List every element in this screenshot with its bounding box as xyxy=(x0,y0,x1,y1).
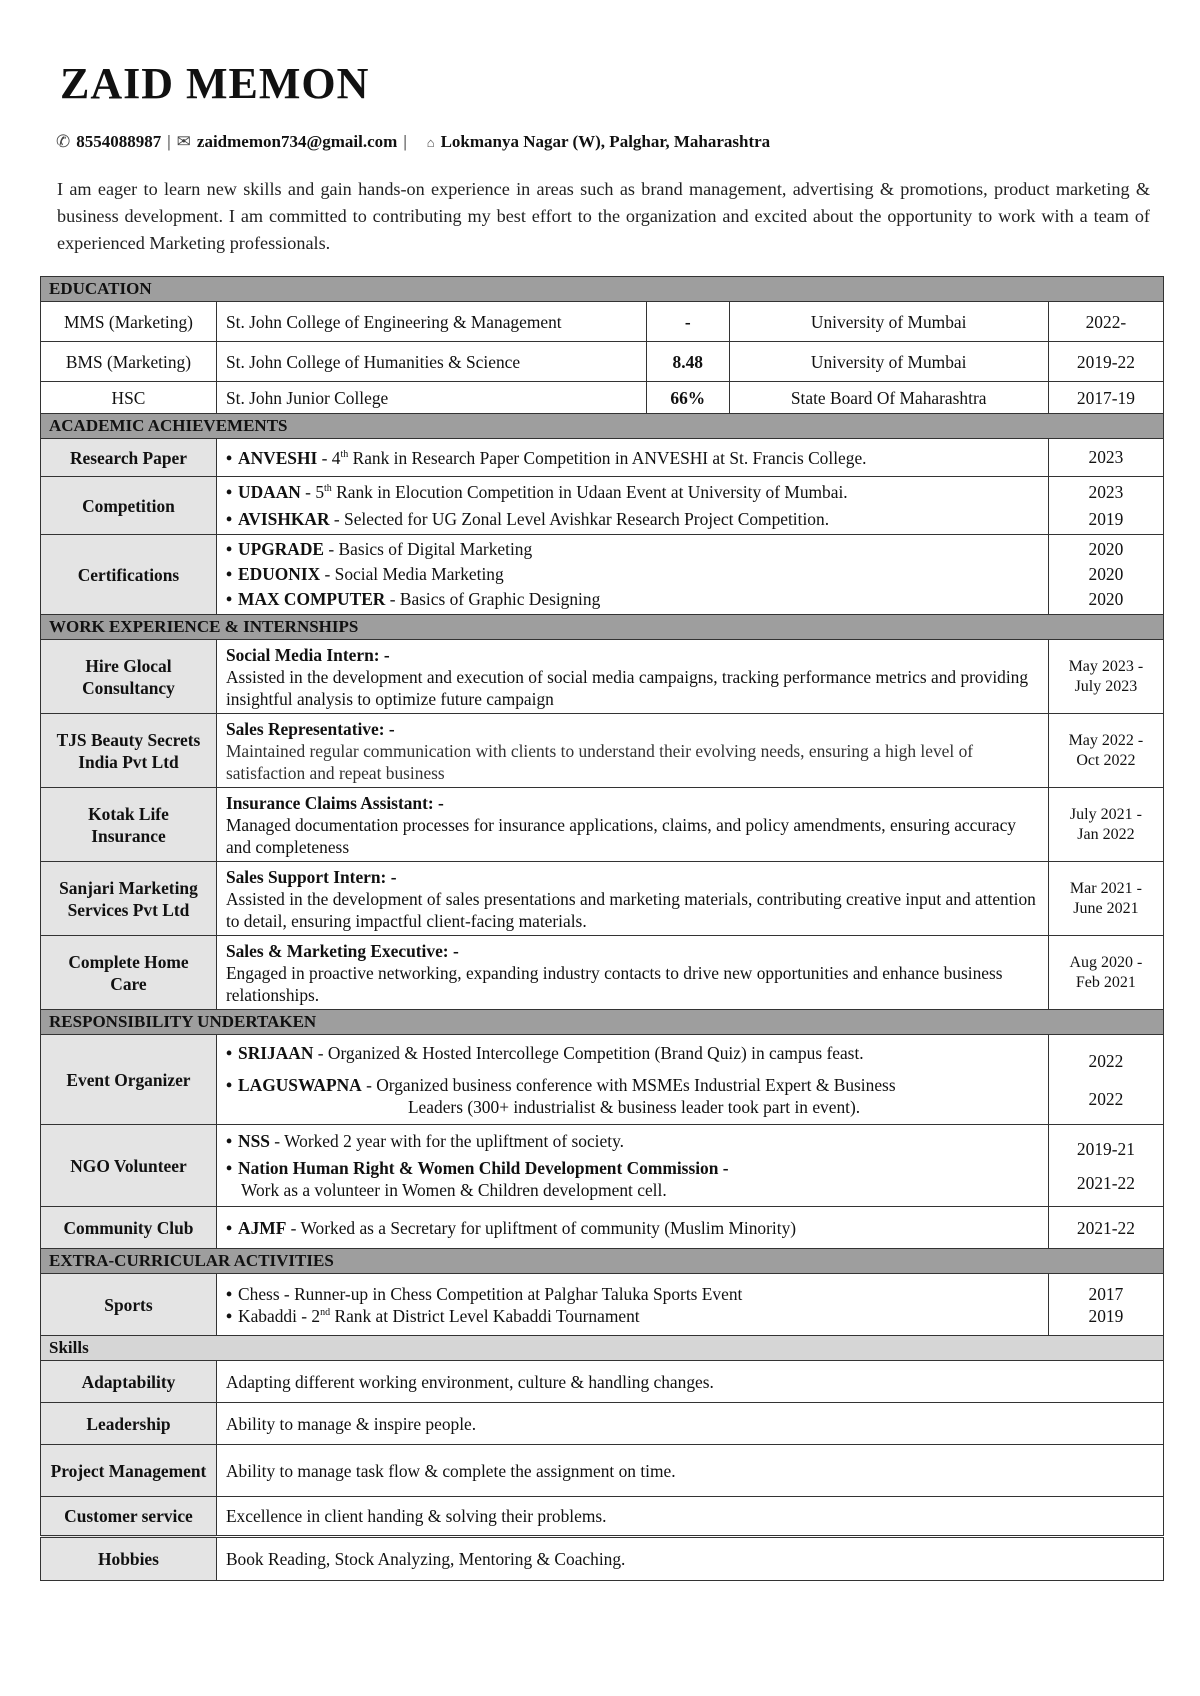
skill-label: Leadership xyxy=(41,1403,217,1445)
year: 2021-22 xyxy=(1048,1207,1163,1249)
degree: BMS (Marketing) xyxy=(41,342,217,382)
education-row xyxy=(41,302,1164,342)
year: 2021-22 xyxy=(1076,1172,1135,1193)
responsibility-cell xyxy=(216,1035,1048,1125)
date-to: Jan 2022 xyxy=(1077,825,1135,843)
date-from: May 2022 - xyxy=(1068,731,1144,749)
work-row xyxy=(41,714,1164,788)
year: 2022 xyxy=(1088,1050,1124,1071)
row-label: Event Organizer xyxy=(41,1035,217,1125)
skill-label: Customer service xyxy=(41,1497,217,1537)
row-label: Community Club xyxy=(41,1207,217,1249)
location: Lokmanya Nagar (W), Palghar, Maharashtra xyxy=(440,132,771,151)
career-summary: I am eager to learn new skills and gain hands-on experience in areas such as brand management, advertising & promotions, product marketing & business development. I am committed to contributing my best effort to the organization and excited about the opportunity to work with a team of experienced Marketing professionals. xyxy=(57,179,1150,253)
list-item: • Chess - Runner-up in Chess Competition at Palghar Taluka Sports Event xyxy=(226,1283,1039,1305)
date-cell xyxy=(1048,714,1163,788)
work-row xyxy=(41,936,1164,1010)
row-label: NGO Volunteer xyxy=(41,1125,217,1207)
institute: St. John Junior College xyxy=(216,382,646,414)
degree: HSC xyxy=(41,382,217,414)
board: State Board Of Maharashtra xyxy=(729,382,1048,414)
year: 2020 xyxy=(1088,539,1124,559)
year: 2019 xyxy=(1088,1305,1124,1326)
responsibility-row xyxy=(41,1125,1164,1207)
date-from: Mar 2021 - xyxy=(1069,879,1142,897)
skill-row xyxy=(41,1361,1164,1403)
date-to: Oct 2022 xyxy=(1076,751,1136,769)
board: University of Mumbai xyxy=(729,342,1048,382)
date-cell xyxy=(1048,936,1163,1010)
responsibility-row xyxy=(41,1035,1164,1125)
education-row xyxy=(41,342,1164,382)
list-item: • EDUONIX - Social Media Marketing xyxy=(226,562,1039,587)
date-to: Feb 2021 xyxy=(1075,973,1136,991)
year: 2017-19 xyxy=(1048,382,1163,414)
list-item: • LAGUSWAPNA - Organized business conference with MSMEs Industrial Expert & Business xyxy=(226,1074,1039,1096)
work-cell xyxy=(216,714,1048,788)
list-item: • Nation Human Right & Women Child Development Commission - xyxy=(226,1157,1039,1179)
resume-table xyxy=(40,276,1164,1581)
board: University of Mumbai xyxy=(729,302,1048,342)
list-item: • MAX COMPUTER - Basics of Graphic Designing xyxy=(226,587,1039,612)
work-row xyxy=(41,640,1164,714)
row-label: Certifications xyxy=(41,535,217,615)
score: 66% xyxy=(647,382,730,414)
phone-number: 8554088987 xyxy=(76,132,162,151)
achievement-row xyxy=(41,535,1164,615)
job-role: Sales Support Intern: - xyxy=(225,866,397,887)
section-heading-academic: ACADEMIC ACHIEVEMENTS xyxy=(41,414,1164,439)
work-cell xyxy=(216,936,1048,1010)
envelope-icon: ✉ xyxy=(176,132,191,151)
row-label: Competition xyxy=(41,477,217,535)
extra-header-row xyxy=(41,1249,1164,1274)
section-heading-education: EDUCATION xyxy=(41,277,1164,302)
extra-cell xyxy=(216,1274,1048,1336)
education-header-row xyxy=(41,277,1164,302)
year: 2023 xyxy=(1088,481,1124,502)
job-description: Assisted in the development of sales presentations and marketing materials, contributing creative input and attention to detail, ensuring impactful client-facing materials. xyxy=(225,888,1036,931)
list-item: • ANVESHI - 4th Rank in Research Paper Competition in ANVESHI at St. Francis College. xyxy=(226,447,1039,469)
work-cell xyxy=(216,862,1048,936)
separator: | xyxy=(167,132,171,151)
work-row xyxy=(41,788,1164,862)
date-cell xyxy=(1048,788,1163,862)
achievement-row xyxy=(41,439,1164,477)
list-item: • AVISHKAR - Selected for UG Zonal Level Avishkar Research Project Competition. xyxy=(226,506,1039,533)
list-item-continued: Leaders (300+ industrialist & business leader took part in event). xyxy=(407,1096,861,1117)
responsibility-cell xyxy=(216,1207,1048,1249)
skill-row xyxy=(41,1403,1164,1445)
institute: St. John College of Engineering & Management xyxy=(216,302,646,342)
list-item: • UPGRADE - Basics of Digital Marketing xyxy=(226,537,1039,562)
year: 2019-21 xyxy=(1076,1138,1135,1159)
company-name: Hire Glocal Consultancy xyxy=(41,640,217,714)
year-cell xyxy=(1048,477,1163,535)
skill-label: Adaptability xyxy=(41,1361,217,1403)
separator: | xyxy=(403,132,407,151)
year-cell xyxy=(1048,1274,1163,1336)
skill-text: Excellence in client handing & solving their problems. xyxy=(216,1497,1163,1537)
list-item: • NSS - Worked 2 year with for the upliftment of society. xyxy=(226,1130,1039,1152)
job-role: Social Media Intern: - xyxy=(225,644,390,665)
achievement-row xyxy=(41,477,1164,535)
responsibility-header-row xyxy=(41,1010,1164,1035)
achievement-cell xyxy=(216,535,1048,615)
skill-text: Adapting different working environment, culture & handling changes. xyxy=(216,1361,1163,1403)
email-address: zaidmemon734@gmail.com xyxy=(196,132,398,151)
year-cell xyxy=(1048,1035,1163,1125)
list-item: • AJMF - Worked as a Secretary for upliftment of community (Muslim Minority) xyxy=(226,1217,1039,1239)
company-name: Sanjari Marketing Services Pvt Ltd xyxy=(41,862,217,936)
job-role: Sales Representative: - xyxy=(225,718,395,739)
year: 2022 xyxy=(1088,1088,1124,1109)
year: 2020 xyxy=(1088,589,1124,609)
date-from: May 2023 - xyxy=(1068,657,1144,675)
achievement-cell xyxy=(216,477,1048,535)
candidate-name: ZAID MEMON xyxy=(60,59,370,108)
year: 2017 xyxy=(1088,1283,1124,1304)
job-role: Sales & Marketing Executive: - xyxy=(225,940,459,961)
work-header-row xyxy=(41,615,1164,640)
date-from: Aug 2020 - xyxy=(1069,953,1143,971)
date-from: July 2021 - xyxy=(1069,805,1142,823)
work-cell xyxy=(216,640,1048,714)
date-cell xyxy=(1048,640,1163,714)
job-description: Managed documentation processes for insurance applications, claims, and policy amendments, ensuring accuracy and completeness xyxy=(225,814,1016,857)
list-item: • SRIJAAN - Organized & Hosted Intercollege Competition (Brand Quiz) in campus feast. xyxy=(226,1042,1039,1064)
work-cell xyxy=(216,788,1048,862)
responsibility-row xyxy=(41,1207,1164,1249)
institute: St. John College of Humanities & Science xyxy=(216,342,646,382)
skill-text: Ability to manage task flow & complete the assignment on time. xyxy=(216,1445,1163,1497)
skill-text: Ability to manage & inspire people. xyxy=(216,1403,1163,1445)
work-row xyxy=(41,862,1164,936)
section-heading-work: WORK EXPERIENCE & INTERNSHIPS xyxy=(41,615,1164,640)
hobbies-text: Book Reading, Stock Analyzing, Mentoring & Coaching. xyxy=(216,1537,1163,1581)
year: 2020 xyxy=(1088,564,1124,584)
year: 2019-22 xyxy=(1048,342,1163,382)
job-description: Maintained regular communication with clients to understand their evolving needs, ensuring a high level of satisfaction and repeat business xyxy=(225,740,974,783)
skill-row xyxy=(41,1445,1164,1497)
responsibility-cell xyxy=(216,1125,1048,1207)
date-cell xyxy=(1048,862,1163,936)
score: 8.48 xyxy=(647,342,730,382)
list-item: • UDAAN - 5th Rank in Elocution Competition in Udaan Event at University of Mumbai. xyxy=(226,479,1039,506)
job-role: Insurance Claims Assistant: - xyxy=(225,792,444,813)
year: 2023 xyxy=(1048,439,1163,477)
year-cell xyxy=(1048,1125,1163,1207)
job-description: Engaged in proactive networking, expanding industry contacts to drive new opportunities and enhance business relationships. xyxy=(225,962,1003,1005)
hobbies-label: Hobbies xyxy=(41,1537,217,1581)
date-to: July 2023 xyxy=(1074,677,1138,695)
list-item-continued: Work as a volunteer in Women & Children development cell. xyxy=(240,1180,667,1200)
year: 2019 xyxy=(1088,508,1124,529)
home-icon: ⌂ xyxy=(426,135,435,150)
skill-row xyxy=(41,1497,1164,1537)
job-description: Assisted in the development and execution of social media campaigns, tracking performance metrics and providing insightful analysis to optimize future campaign xyxy=(225,666,1029,709)
section-heading-extra: EXTRA-CURRICULAR ACTIVITIES xyxy=(41,1249,1164,1274)
row-label: Research Paper xyxy=(41,439,217,477)
hobbies-row xyxy=(41,1537,1164,1581)
company-name: Kotak Life Insurance xyxy=(41,788,217,862)
academic-header-row xyxy=(41,414,1164,439)
section-heading-skills: Skills xyxy=(41,1336,1164,1361)
list-item: • Kabaddi - 2nd Rank at District Level Kabaddi Tournament xyxy=(226,1305,1039,1327)
achievement-cell xyxy=(216,439,1048,477)
company-name: Complete Home Care xyxy=(41,936,217,1010)
skill-label: Project Management xyxy=(41,1445,217,1497)
year: 2022- xyxy=(1048,302,1163,342)
score: - xyxy=(647,302,730,342)
contact-line xyxy=(56,132,770,152)
section-heading-responsibility: RESPONSIBILITY UNDERTAKEN xyxy=(41,1010,1164,1035)
education-row xyxy=(41,382,1164,414)
year-cell xyxy=(1048,535,1163,615)
date-to: June 2021 xyxy=(1073,899,1139,917)
company-name: TJS Beauty Secrets India Pvt Ltd xyxy=(41,714,217,788)
phone-icon: ✆ xyxy=(56,132,71,151)
extra-row xyxy=(41,1274,1164,1336)
skills-header-row xyxy=(41,1336,1164,1361)
degree: MMS (Marketing) xyxy=(41,302,217,342)
row-label: Sports xyxy=(41,1274,217,1336)
